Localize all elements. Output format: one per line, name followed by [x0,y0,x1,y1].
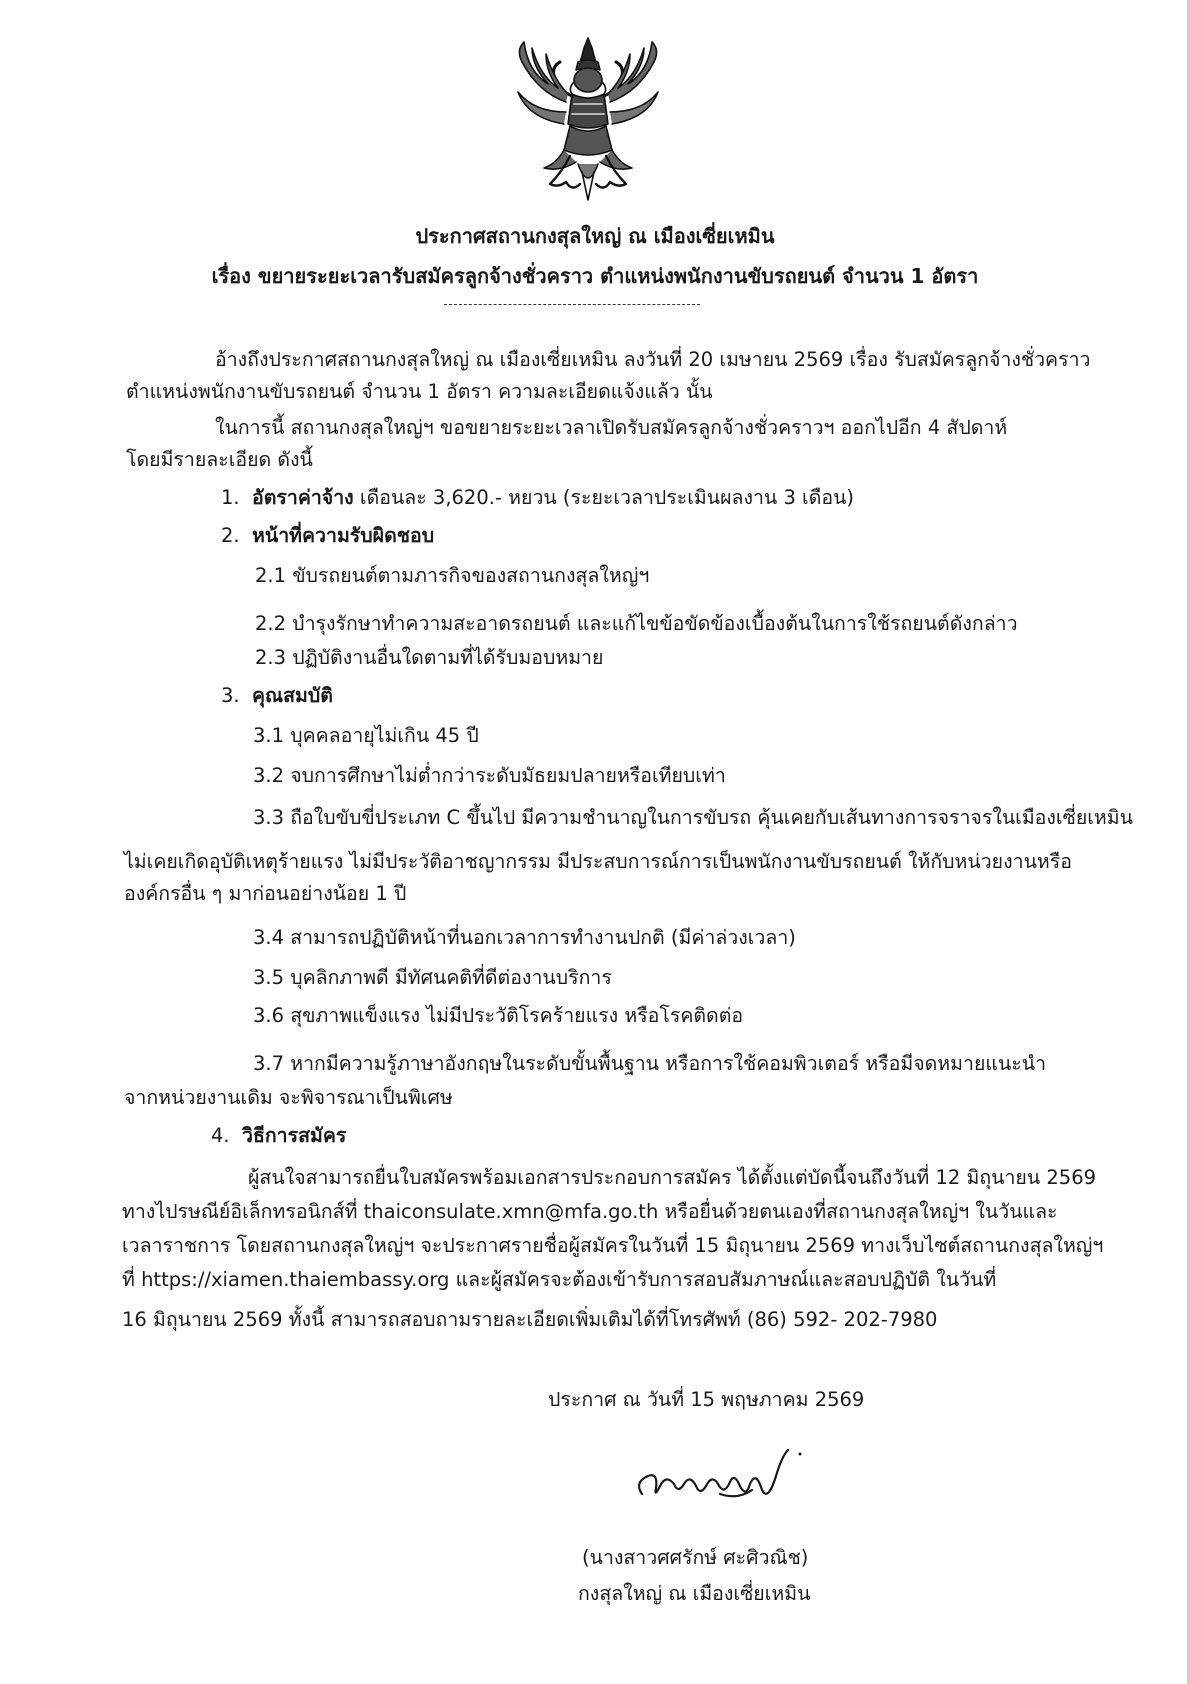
section-3-item-3-line-3: องค์กรอื่น ๆ มาก่อนอย่างน้อย 1 ปี [124,882,407,905]
section-1-text: เดือนละ 3,620.- หยวน (ระยะเวลาประเมินผลงาน 3 เดือน) [359,486,855,509]
section-4-heading [211,1122,346,1150]
section-1-number: 1. [221,486,240,509]
section-3-label: คุณสมบัติ [252,684,333,707]
intro-paragraph-2-line-1: ในการนี้ สถานกงสุลใหญ่ฯ ขอขยายระยะเวลาเปิดรับสมัครลูกจ้างชั่วคราวฯ ออกไปอีก 4 สัปดาห์ [215,416,1008,439]
section-4-line-4-a: ที่ [122,1268,142,1291]
section-2-item-1: 2.1 ขับรถยนต์ตามภารกิจของสถานกงสุลใหญ่ฯ [255,564,650,587]
section-4-line-4-b: และผู้สมัครจะต้องเข้ารับการสอบสัมภาษณ์และสอบปฏิบัติ ในวันที่ [449,1268,997,1291]
section-2-label: หน้าที่ความรับผิดชอบ [252,524,435,547]
section-3-item-4: 3.4 สามารถปฏิบัติหน้าที่นอกเวลาการทำงานปกติ (มีค่าล่วงเวลา) [253,926,796,949]
section-2-item-2: 2.2 บำรุงรักษาทำความสะอาดรถยนต์ และแก้ไขข้อขัดข้องเบื้องต้นในการใช้รถยนต์ดังกล่าว [255,612,1018,635]
intro-paragraph-1-line-2: ตำแหน่งพนักงานขับรถยนต์ จำนวน 1 อัตรา ความละเอียดแจ้งแล้ว นั้น [126,380,713,403]
section-3-heading [221,682,333,710]
section-2-number: 2. [221,524,240,547]
title-separator [444,304,700,305]
announcement-subject: เรื่อง ขยายระยะเวลารับสมัครลูกจ้างชั่วคราว ตำแหน่งพนักงานขับรถยนต์ จำนวน 1 อัตรา [211,264,979,288]
signer-title: กงสุลใหญ่ ณ เมืองเซี่ยเหมิน [578,1582,811,1605]
section-4-label: วิธีการสมัคร [242,1124,347,1147]
section-3-item-7-line-1: 3.7 หากมีความรู้ภาษาอังกฤษในระดับขั้นพื้นฐาน หรือการใช้คอมพิวเตอร์ หรือมีจดหมายแนะนำ [253,1052,1047,1075]
intro-paragraph-1-line-1: อ้างถึงประกาศสถานกงสุลใหญ่ ณ เมืองเซี่ยเหมิน ลงวันที่ 20 เมษายน 2569 เรื่อง รับสมัครลูกจ้างชั่วคราว [215,348,1091,371]
section-4-line-2-b: หรือยื่นด้วยตนเองที่สถานกงสุลใหญ่ฯ ในวันและ [658,1200,1058,1223]
section-3-item-3-line-1: 3.3 ถือใบขับขี่ประเภท C ขึ้นไป มีความชำนาญในการขับรถ คุ้นเคยกับเส้นทางการจราจรในเมืองเซี่ยเหมิน [253,806,1133,829]
section-4-line-1: ผู้สนใจสามารถยื่นใบสมัครพร้อมเอกสารประกอบการสมัคร ได้ตั้งแต่บัดนี้จนถึงวันที่ 12 มิถุนายน 2569 [248,1166,1097,1189]
section-1 [221,484,854,512]
section-4-line-2-a: ทางไปรษณีย์อิเล็กทรอนิกส์ที่ [122,1200,364,1223]
email-link[interactable]: thaiconsulate.xmn@mfa.go.th [363,1200,659,1223]
signer-name: (นางสาวศศรักษ์ ศะศิวณิช) [582,1546,809,1569]
garuda-emblem-icon [488,32,688,212]
section-2-heading [221,522,434,550]
section-3-item-2: 3.2 จบการศึกษาไม่ต่ำกว่าระดับมัธยมปลายหรือเทียบเท่า [253,764,726,787]
section-4-line-2 [122,1198,1058,1226]
section-1-label: อัตราค่าจ้าง [252,486,354,509]
section-2-item-3: 2.3 ปฏิบัติงานอื่นใดตามที่ได้รับมอบหมาย [255,646,604,669]
section-3-item-5: 3.5 บุคลิกภาพดี มีทัศนคติที่ดีต่องานบริการ [253,966,612,989]
section-3-item-3-line-2: ไม่เคยเกิดอุบัติเหตุร้ายแรง ไม่มีประวัติอาชญากรรม มีประสบการณ์การเป็นพนักงานขับรถยนต์ ให้กับหน่วยงานหรือ [124,850,1072,873]
section-4-line-3: เวลาราชการ โดยสถานกงสุลใหญ่ฯ จะประกาศรายชื่อผู้สมัครในวันที่ 15 มิถุนายน 2569 ทางเว็บไซต์สถานกงสุลใหญ่ฯ [122,1234,1104,1257]
section-3-item-1: 3.1 บุคคลอายุไม่เกิน 45 ปี [253,724,479,747]
section-4-line-5: 16 มิถุนายน 2569 ทั้งนี้ สามารถสอบถามรายละเอียดเพิ่มเติมได้ที่โทรศัพท์ (86) 592- 202-7980 [122,1308,938,1331]
section-3-item-7-line-2: จากหน่วยงานเดิม จะพิจารณาเป็นพิเศษ [124,1086,453,1109]
announcement-date: ประกาศ ณ วันที่ 15 พฤษภาคม 2569 [548,1388,865,1411]
section-3-item-6: 3.6 สุขภาพแข็งแรง ไม่มีประวัติโรคร้ายแรง หรือโรคติดต่อ [253,1004,744,1027]
section-4-line-4 [122,1266,996,1294]
intro-paragraph-2-line-2: โดยมีรายละเอียด ดังนี้ [126,448,313,471]
website-link[interactable]: https://xiamen.thaiembassy.org [141,1268,450,1291]
announcement-title: ประกาศสถานกงสุลใหญ่ ณ เมืองเซี่ยเหมิน [415,224,775,248]
section-4-number: 4. [211,1124,230,1147]
section-3-number: 3. [221,684,240,707]
signature-image [628,1436,828,1516]
